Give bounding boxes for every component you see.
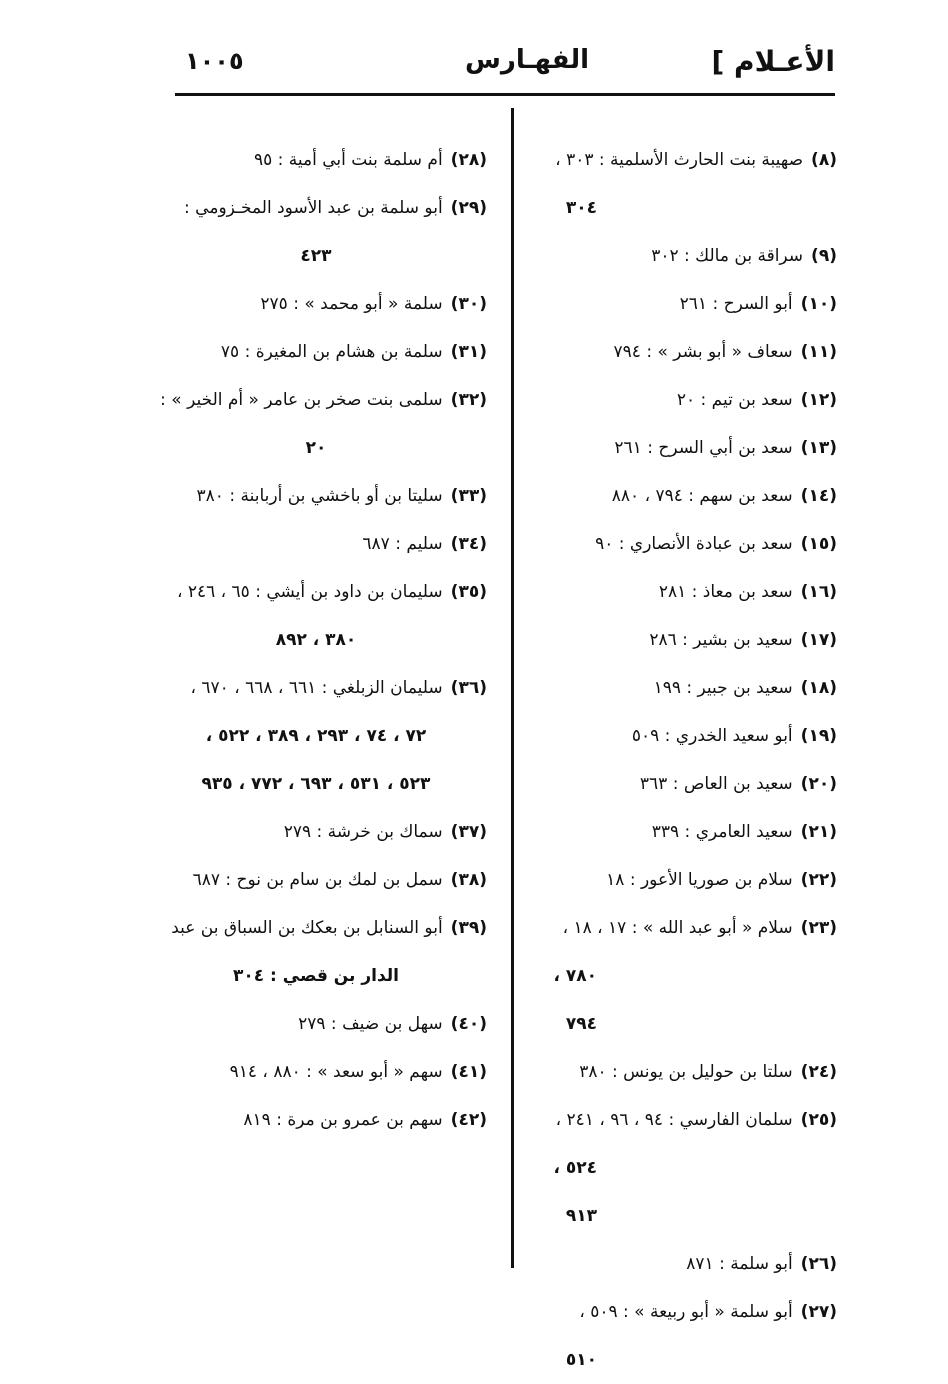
header-book-part: الفهـارس: [465, 45, 590, 75]
entry-text: صهيبة بنت الحارث الأسلمية : ٣٠٣ ،: [555, 150, 804, 170]
entry-number: (٣٦): [450, 678, 487, 698]
entry-text: سلمة « أبو محمد » : ٢٧٥: [260, 294, 443, 314]
index-entry: [535, 1048, 837, 1096]
entry-number: (٢١): [800, 822, 837, 842]
index-entry: [535, 616, 837, 664]
entry-text: سلتا بن حوليل بن يونس : ٣٨٠: [579, 1062, 793, 1082]
entry-text: سعد بن سهم : ٧٩٤ ، ٨٨٠: [611, 486, 793, 506]
entry-number: (١٤): [800, 486, 837, 506]
entry-number: (٣١): [450, 342, 487, 362]
entry-text: سلمة بن هشام بن المغيرة : ٧٥: [220, 342, 443, 362]
entry-number: (٢٨): [450, 150, 487, 170]
entry-text: أبو سلمة « أبو ربيعة » : ٥٠٩ ،: [579, 1302, 793, 1322]
entry-text: سمل بن لمك بن سام بن نوح : ٦٨٧: [192, 870, 443, 890]
header-rule: [175, 93, 835, 96]
entry-number: (٣٠): [450, 294, 487, 314]
index-entry: [535, 136, 837, 184]
entry-text: سعد بن تيم : ٢٠: [676, 390, 793, 410]
entry-text: أبو السرح : ٢٦١: [679, 294, 793, 314]
entry-text: سعيد العامري : ٣٣٩: [651, 822, 793, 842]
index-entry-continuation: ٥٢٣ ، ٥٣١ ، ٦٩٣ ، ٧٧٢ ، ٩٣٥: [201, 774, 431, 794]
entry-text: سعد بن عبادة الأنصاري : ٩٠: [595, 534, 793, 554]
index-entry: [160, 376, 487, 424]
index-entry: [535, 568, 837, 616]
index-entry: [535, 856, 837, 904]
entry-text: أبو السنابل بن بعكك بن السباق بن عبد: [171, 918, 443, 938]
entry-number: (٢٩): [450, 198, 487, 218]
entry-text: سعد بن معاذ : ٢٨١: [658, 582, 793, 602]
entry-number: (٣٧): [450, 822, 487, 842]
entry-text: سراقة بن مالك : ٣٠٢: [651, 246, 804, 266]
index-entry: [171, 904, 487, 952]
index-entry: [535, 808, 837, 856]
index-entry: [175, 1000, 487, 1048]
entry-number: (١٢): [800, 390, 837, 410]
index-entry: [535, 232, 837, 280]
entry-number: (١٠): [800, 294, 837, 314]
index-entry-continuation: ٧٨٠ ، ٧٩٤: [553, 966, 597, 1034]
entry-text: أبو سلمة بن عبد الأسود المخـزومي :: [184, 198, 443, 218]
index-entry: [175, 280, 487, 328]
entry-text: سلام بن صوريا الأعور : ١٨: [606, 870, 793, 890]
index-entry: [535, 280, 837, 328]
index-entry: [535, 1288, 837, 1336]
entry-text: سهل بن ضيف : ٢٧٩: [298, 1014, 443, 1034]
entry-text: سهم بن عمرو بن مرة : ٨١٩: [243, 1110, 443, 1130]
entry-number: (٢٤): [800, 1062, 837, 1082]
entry-text: سلمى بنت صخر بن عامر « أم الخير » :: [160, 390, 443, 410]
entry-number: (٢٥): [800, 1110, 837, 1130]
entry-text: سهم « أبو سعد » : ٨٨٠ ، ٩١٤: [229, 1062, 443, 1082]
entry-number: (٣٤): [450, 534, 487, 554]
entry-number: (١٨): [800, 678, 837, 698]
entry-number: (٤١): [450, 1062, 487, 1082]
entry-text: سعد بن أبي السرح : ٢٦١: [614, 438, 793, 458]
index-entry: [175, 664, 487, 712]
entry-number: (٨): [811, 150, 837, 170]
index-entry: [175, 328, 487, 376]
entry-number: (٢٢): [800, 870, 837, 890]
entry-number: (٣٥): [450, 582, 487, 602]
index-entry: [175, 1048, 487, 1096]
column-divider: [511, 108, 514, 1268]
header-section-title: الأعـلام ]: [711, 45, 835, 78]
entry-number: (١٩): [800, 726, 837, 746]
entry-text: سلام « أبو عبد الله » : ١٧ ، ١٨ ،: [562, 918, 793, 938]
entry-number: (٣٣): [450, 486, 487, 506]
index-entry: [535, 904, 837, 952]
entry-number: (١٦): [800, 582, 837, 602]
entry-number: (٢٦): [800, 1254, 837, 1274]
index-entry: [535, 1240, 837, 1288]
index-entry-continuation: ٥١٠: [565, 1350, 597, 1370]
index-entry: [175, 184, 487, 232]
entry-text: سليم : ٦٨٧: [362, 534, 443, 554]
page-header: [175, 45, 835, 90]
entry-text: سماك بن خرشة : ٢٧٩: [283, 822, 443, 842]
index-entry: [535, 328, 837, 376]
left-index-column: [160, 136, 487, 1144]
index-entry: [535, 664, 837, 712]
entry-number: (١١): [800, 342, 837, 362]
index-entry-continuation: ٧٢ ، ٧٤ ، ٢٩٣ ، ٣٨٩ ، ٥٢٢ ،: [205, 726, 427, 746]
entry-number: (٤٠): [450, 1014, 487, 1034]
right-index-column: [535, 136, 837, 1384]
entry-number: (٩): [811, 246, 837, 266]
entry-text: سعيد بن بشير : ٢٨٦: [649, 630, 793, 650]
entry-number: (١٥): [800, 534, 837, 554]
index-entry: [535, 376, 837, 424]
entry-text: سلمان الفارسي : ٩٤ ، ٩٦ ، ٢٤١ ،: [555, 1110, 793, 1130]
entry-text: سليمان الزبلغي : ٦٦١ ، ٦٦٨ ، ٦٧٠ ،: [190, 678, 443, 698]
entry-number: (٣٩): [450, 918, 487, 938]
index-entry: [175, 808, 487, 856]
index-entry: [175, 1096, 487, 1144]
index-entry-continuation: ٣٠٤: [565, 198, 597, 218]
entry-text: أبو سعيد الخدري : ٥٠٩: [631, 726, 793, 746]
index-entry-continuation: ٥٢٤ ، ٩١٣: [553, 1158, 597, 1226]
index-entry: [535, 424, 837, 472]
entry-number: (٣٨): [450, 870, 487, 890]
index-entry: [535, 472, 837, 520]
entry-number: (٢٣): [800, 918, 837, 938]
index-entry-continuation: ٣٨٠ ، ٨٩٢: [275, 630, 357, 650]
index-entry-continuation: ٤٢٣: [300, 246, 332, 266]
index-entry: [175, 520, 487, 568]
index-entry: [535, 760, 837, 808]
entry-text: سعيد بن جبير : ١٩٩: [653, 678, 793, 698]
entry-text: سليتا بن أو باخشي بن أربابنة : ٣٨٠: [196, 486, 443, 506]
entry-text: سعاف « أبو بشر » : ٧٩٤: [613, 342, 793, 362]
entry-number: (٢٠): [800, 774, 837, 794]
index-entry: [175, 136, 487, 184]
index-entry: [175, 472, 487, 520]
entry-text: سعيد بن العاص : ٣٦٣: [639, 774, 793, 794]
entry-text: أبو سلمة : ٨٧١: [686, 1254, 793, 1274]
index-entry: [175, 856, 487, 904]
page-number: ١٠٠٥: [185, 47, 244, 75]
index-entry: [535, 1096, 837, 1144]
index-entry-continuation: ٢٠: [305, 438, 327, 458]
index-entry-continuation: الدار بن قصي : ٣٠٤: [232, 966, 400, 986]
entry-number: (١٧): [800, 630, 837, 650]
entry-number: (١٣): [800, 438, 837, 458]
index-entry: [535, 520, 837, 568]
index-entry: [535, 712, 837, 760]
entry-number: (٣٢): [450, 390, 487, 410]
entry-text: سليمان بن داود بن أيشي : ٦٥ ، ٢٤٦ ،: [176, 582, 443, 602]
index-entry: [175, 568, 487, 616]
entry-text: أم سلمة بنت أبي أمية : ٩٥: [253, 150, 443, 170]
entry-number: (٢٧): [800, 1302, 837, 1322]
entry-number: (٤٢): [450, 1110, 487, 1130]
